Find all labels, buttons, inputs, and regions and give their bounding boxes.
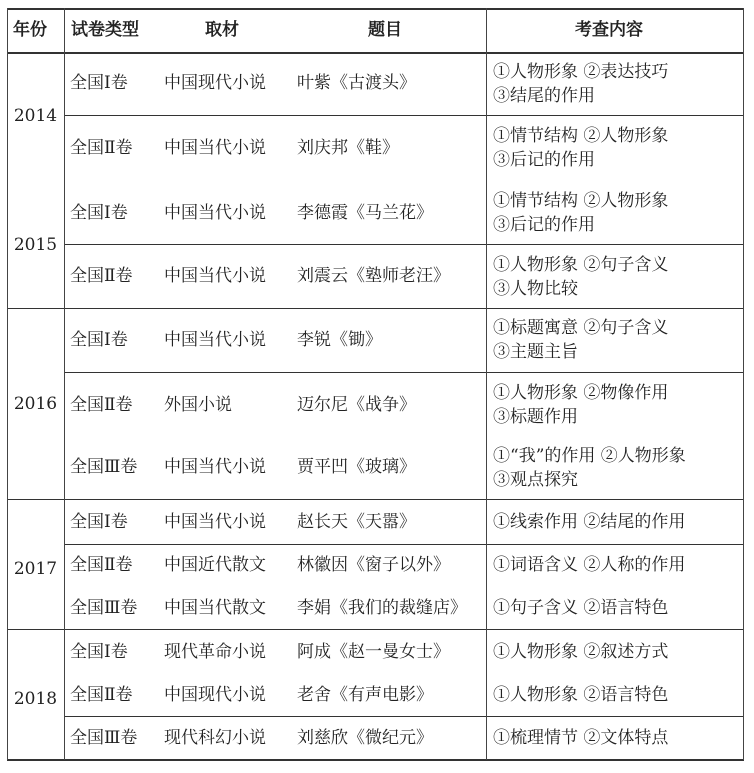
table-row-title: 林徽因《窗子以外》 — [297, 555, 450, 575]
table-row-title: 赵长天《天嚣》 — [297, 512, 416, 532]
table-row-content — [493, 381, 668, 429]
row-divider — [64, 716, 744, 717]
content-line: ①句子含义 ②语言特色 — [493, 598, 669, 618]
table-row-paper: 全国Ⅱ卷 — [70, 685, 133, 705]
content-line: ①人物形象 ②叙述方式 — [493, 642, 669, 662]
table-row-title: 李娟《我们的裁缝店》 — [297, 598, 467, 618]
table-row-content — [493, 640, 668, 664]
table-row-content — [493, 726, 668, 750]
content-line: ③标题作用 — [493, 407, 578, 427]
header-bottom-border — [7, 52, 744, 54]
table-row-source: 现代革命小说 — [164, 642, 266, 662]
year-2014: 2014 — [13, 106, 58, 126]
table-row-paper: 全国Ⅰ卷 — [70, 512, 128, 532]
header-title: 题目 — [368, 20, 402, 40]
table-row-title: 刘慈欣《微纪元》 — [297, 728, 433, 748]
table-row-paper: 全国Ⅰ卷 — [70, 203, 128, 223]
content-line: ①“我”的作用 ②人物形象 — [493, 446, 686, 466]
table-row-source: 中国现代小说 — [164, 73, 266, 93]
table-row-source: 中国当代小说 — [164, 203, 266, 223]
content-line: ①情节结构 ②人物形象 — [493, 191, 669, 211]
table-row-source: 中国当代小说 — [164, 138, 266, 158]
content-line: ③后记的作用 — [493, 215, 595, 235]
table-row-paper: 全国Ⅰ卷 — [70, 73, 128, 93]
table-row-source: 外国小说 — [164, 395, 232, 415]
table-row-title: 刘震云《塾师老汪》 — [297, 266, 450, 286]
table-bottom-border — [7, 759, 744, 761]
table-row-content — [493, 510, 685, 534]
content-line: ①人物形象 ②句子含义 — [493, 255, 669, 275]
content-line: ①词语含义 ②人称的作用 — [493, 555, 686, 575]
table-row-content — [493, 253, 668, 301]
year-divider — [7, 499, 744, 500]
table-row-source: 中国近代散文 — [164, 555, 266, 575]
year-column-border — [64, 8, 65, 760]
table-row-title: 叶紫《古渡头》 — [297, 73, 416, 93]
table-row-paper: 全国Ⅰ卷 — [70, 330, 128, 350]
table-row-title: 李德霞《马兰花》 — [297, 203, 433, 223]
table-row-source: 中国现代小说 — [164, 685, 266, 705]
table-row-content — [493, 596, 668, 620]
table-row-title: 老舍《有声电影》 — [297, 685, 433, 705]
table-row-paper: 全国Ⅱ卷 — [70, 266, 133, 286]
table-row-source: 中国当代小说 — [164, 266, 266, 286]
table-row-paper: 全国Ⅱ卷 — [70, 555, 133, 575]
table-row-paper: 全国Ⅲ卷 — [70, 598, 138, 618]
content-line: ③主题主旨 — [493, 342, 578, 362]
year-divider — [7, 308, 744, 309]
table-row-paper: 全国Ⅱ卷 — [70, 138, 133, 158]
year-2015: 2015 — [13, 235, 58, 255]
table-row-content — [493, 683, 668, 707]
table-row-title: 贾平凹《玻璃》 — [297, 457, 416, 477]
table-row-paper: 全国Ⅰ卷 — [70, 642, 128, 662]
table-row-content — [493, 189, 668, 237]
table-row-source: 中国当代小说 — [164, 457, 266, 477]
content-line: ①人物形象 ②物像作用 — [493, 383, 669, 403]
header-source: 取材 — [205, 20, 239, 40]
table-top-border — [7, 8, 744, 10]
table-row-paper: 全国Ⅲ卷 — [70, 457, 138, 477]
table-row-source: 中国当代散文 — [164, 598, 266, 618]
year-divider — [7, 629, 744, 630]
table-row-source: 现代科幻小说 — [164, 728, 266, 748]
table-row-source: 中国当代小说 — [164, 512, 266, 532]
table-row-content — [493, 553, 685, 577]
content-line: ③观点探究 — [493, 470, 578, 490]
content-line: ③人物比较 — [493, 279, 578, 299]
row-divider — [64, 115, 744, 116]
table-row-title: 迈尔尼《战争》 — [297, 395, 416, 415]
content-line: ①人物形象 ②语言特色 — [493, 685, 669, 705]
table-row-content — [493, 60, 668, 108]
table-right-border — [743, 8, 744, 760]
table-row-source: 中国当代小说 — [164, 330, 266, 350]
row-divider — [64, 544, 744, 545]
content-line: ①标题寓意 ②句子含义 — [493, 318, 669, 338]
header-year: 年份 — [13, 20, 47, 40]
table-row-content — [493, 444, 686, 492]
row-divider — [64, 244, 744, 245]
exam-table — [7, 8, 744, 760]
header-content: 考查内容 — [575, 20, 643, 40]
year-2018: 2018 — [13, 689, 58, 709]
year-2017: 2017 — [13, 559, 58, 579]
table-row-title: 刘庆邦《鞋》 — [297, 138, 399, 158]
year-2016: 2016 — [13, 394, 58, 414]
content-line: ③结尾的作用 — [493, 86, 595, 106]
table-row-content — [493, 316, 668, 364]
content-line: ③后记的作用 — [493, 150, 595, 170]
table-row-paper: 全国Ⅲ卷 — [70, 728, 138, 748]
table-row-paper: 全国Ⅱ卷 — [70, 395, 133, 415]
row-divider — [64, 372, 744, 373]
content-line: ①人物形象 ②表达技巧 — [493, 62, 669, 82]
header-paper-type: 试卷类型 — [71, 20, 139, 40]
content-line: ①梳理情节 ②文体特点 — [493, 728, 669, 748]
table-row-content — [493, 124, 668, 172]
table-row-title: 阿成《赵一曼女士》 — [297, 642, 450, 662]
content-column-border — [486, 8, 487, 760]
content-line: ①线索作用 ②结尾的作用 — [493, 512, 686, 532]
content-line: ①情节结构 ②人物形象 — [493, 126, 669, 146]
table-row-title: 李锐《锄》 — [297, 330, 382, 350]
